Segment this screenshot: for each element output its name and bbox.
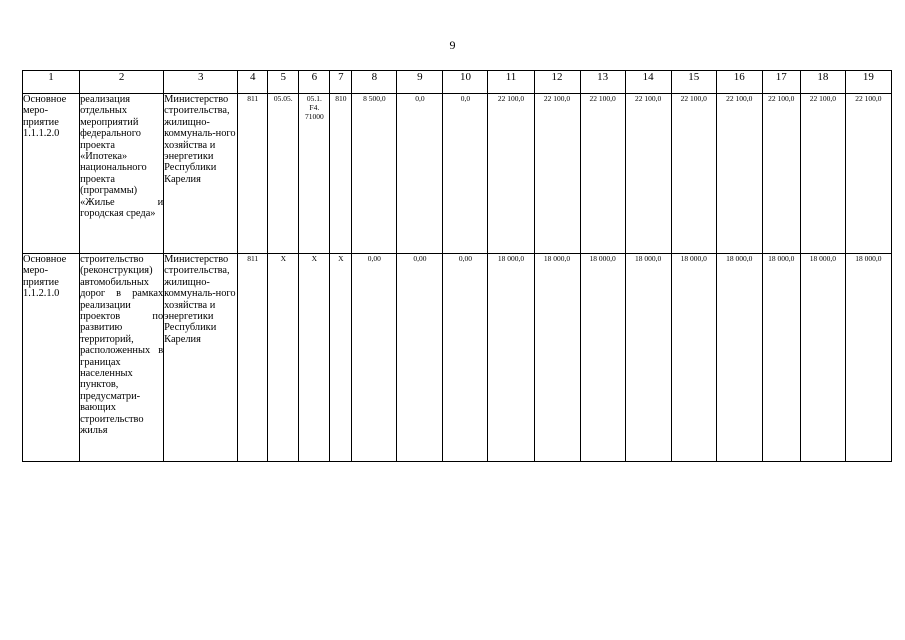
table-cell: 22 100,0 — [580, 94, 625, 254]
table-cell: 18 000,0 — [845, 254, 891, 462]
column-header: 10 — [443, 71, 488, 94]
table-cell: 22 100,0 — [534, 94, 580, 254]
table-cell: 22 100,0 — [845, 94, 891, 254]
column-header: 16 — [716, 71, 762, 94]
activity-description-cell: строительство (реконструкция) автомобильных дорог в рамках реализации проектов по развитию территорий, расположенных в границах населенных пунктов, предусматри-вающих строительство жилья — [80, 254, 164, 462]
column-header: 12 — [534, 71, 580, 94]
table-cell: 22 100,0 — [625, 94, 671, 254]
activity-name-cell: Основное меро-приятие 1.1.1.2.0 — [23, 94, 80, 254]
column-header: 14 — [625, 71, 671, 94]
header-row — [23, 71, 892, 94]
column-header: 6 — [299, 71, 330, 94]
program-table — [22, 70, 892, 462]
table-cell: 0,0 — [443, 94, 488, 254]
code-part: F4. — [309, 103, 320, 112]
column-header: 15 — [671, 71, 716, 94]
table-cell — [299, 94, 330, 254]
column-header: 18 — [800, 71, 845, 94]
table-cell: 811 — [238, 94, 268, 254]
table-cell: 22 100,0 — [671, 94, 716, 254]
table-cell: 811 — [238, 254, 268, 462]
table-cell: 22 100,0 — [762, 94, 800, 254]
code-part: 05.1. — [306, 94, 322, 103]
column-header: 2 — [80, 71, 164, 94]
column-header: 19 — [845, 71, 891, 94]
column-header: 17 — [762, 71, 800, 94]
code-part: 71000 — [304, 112, 324, 121]
column-header: 9 — [397, 71, 443, 94]
column-header: 11 — [488, 71, 534, 94]
table-cell: 0,00 — [443, 254, 488, 462]
table-cell: 22 100,0 — [716, 94, 762, 254]
column-header: 13 — [580, 71, 625, 94]
table-cell: 18 000,0 — [800, 254, 845, 462]
table-row — [23, 94, 892, 254]
executor-cell: Министерство строительства, жилищно-коммуналь-ного хозяйства и энергетики Республики Карелия — [164, 94, 238, 254]
table-cell: 18 000,0 — [488, 254, 534, 462]
column-header: 1 — [23, 71, 80, 94]
page-number: 9 — [449, 38, 456, 52]
column-header: 4 — [238, 71, 268, 94]
table-cell: 0,00 — [352, 254, 397, 462]
table-cell: 0,0 — [397, 94, 443, 254]
table-cell: 810 — [330, 94, 352, 254]
column-header: 3 — [164, 71, 238, 94]
activity-description-cell: реализация отдельных мероприятий федерального проекта «Ипотека» национального проекта (программы) «Жилье и городская среда» — [80, 94, 164, 254]
table-cell: 22 100,0 — [488, 94, 534, 254]
table-cell: 8 500,0 — [352, 94, 397, 254]
table-cell: 0,00 — [397, 254, 443, 462]
table-cell: Х — [330, 254, 352, 462]
column-header: 8 — [352, 71, 397, 94]
code-part: Х — [311, 254, 318, 263]
table-cell: 22 100,0 — [800, 94, 845, 254]
table-cell — [299, 254, 330, 462]
table-cell: 18 000,0 — [625, 254, 671, 462]
table-cell: 18 000,0 — [580, 254, 625, 462]
table-cell: 18 000,0 — [762, 254, 800, 462]
table-cell: Х — [268, 254, 299, 462]
table-cell: 18 000,0 — [716, 254, 762, 462]
activity-name-cell: Основное меро-приятие 1.1.2.1.0 — [23, 254, 80, 462]
column-header: 7 — [330, 71, 352, 94]
table-cell: 18 000,0 — [671, 254, 716, 462]
table-row — [23, 254, 892, 462]
executor-cell: Министерство строительства, жилищно-коммуналь-ного хозяйства и энергетики Республики Карелия — [164, 254, 238, 462]
column-header: 5 — [268, 71, 299, 94]
table-cell: 18 000,0 — [534, 254, 580, 462]
table-cell: 05.05. — [268, 94, 299, 254]
